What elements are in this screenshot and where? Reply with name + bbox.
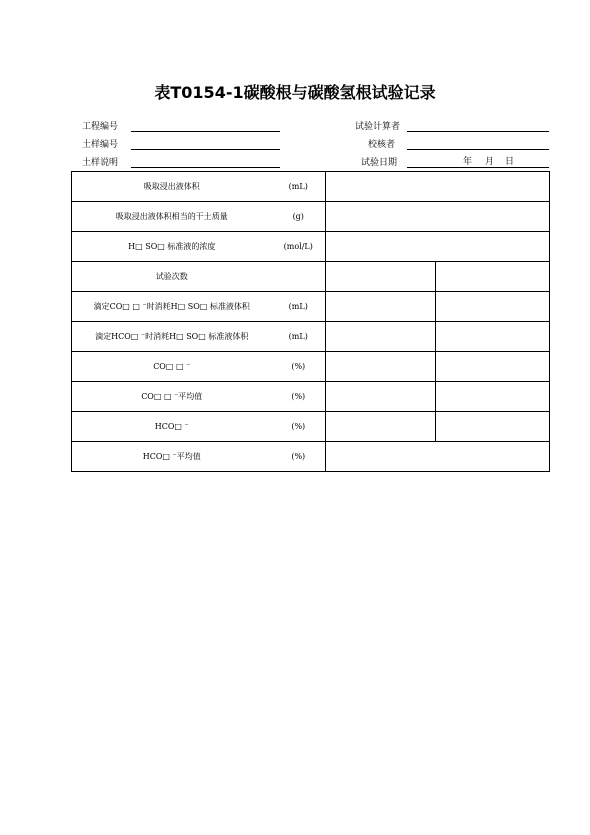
trial-2-cell[interactable]: [436, 262, 550, 292]
row-label: 吸取浸出液体积相当的干土质量: [72, 202, 272, 232]
row-label: H□ SO□ 标准液的浓度: [72, 232, 272, 262]
calculator-label: 试验计算者: [355, 122, 401, 132]
checker-field[interactable]: [407, 149, 549, 150]
row-unit: (mol/L): [272, 232, 326, 262]
table-row: [72, 382, 550, 412]
trial-1-cell[interactable]: [326, 292, 436, 322]
calculator-field[interactable]: [407, 131, 549, 132]
row-label: HCO□ ⁻平均值: [72, 442, 272, 472]
trial-1-cell[interactable]: [326, 352, 436, 382]
date-day: 日: [505, 157, 515, 167]
row-unit: (g): [272, 202, 326, 232]
test-date-label: 试验日期: [361, 158, 398, 168]
row-unit: (%): [272, 412, 326, 442]
value-cell[interactable]: [326, 172, 550, 202]
trial-1-cell[interactable]: [326, 382, 436, 412]
soil-desc-label: 土样说明: [82, 158, 119, 168]
row-label: HCO□ ⁻: [72, 412, 272, 442]
table-row: [72, 352, 550, 382]
trial-2-cell[interactable]: [436, 292, 550, 322]
project-no-label: 工程编号: [82, 122, 119, 132]
row-unit: (mL): [272, 172, 326, 202]
trial-1-cell[interactable]: [326, 412, 436, 442]
table-row: [72, 442, 550, 472]
trial-2-cell[interactable]: [436, 412, 550, 442]
soil-sample-no-label: 土样编号: [82, 140, 119, 150]
trial-2-cell[interactable]: [436, 322, 550, 352]
trial-2-cell[interactable]: [436, 352, 550, 382]
checker-label: 校核者: [368, 140, 396, 150]
table-row: [72, 292, 550, 322]
trial-2-cell[interactable]: [436, 382, 550, 412]
table-row: [72, 232, 550, 262]
table-row: [72, 172, 550, 202]
row-unit: (%): [272, 382, 326, 412]
row-unit: (mL): [272, 292, 326, 322]
row-unit: (mL): [272, 322, 326, 352]
project-no-field[interactable]: [131, 131, 280, 132]
soil-desc-field[interactable]: [131, 167, 280, 168]
test-date-field[interactable]: [407, 167, 549, 168]
date-month: 月: [485, 157, 495, 167]
table-row: [72, 322, 550, 352]
soil-sample-no-field[interactable]: [131, 149, 280, 150]
row-unit: [272, 262, 326, 292]
row-unit: (%): [272, 442, 326, 472]
value-cell[interactable]: [326, 202, 550, 232]
value-cell[interactable]: [326, 232, 550, 262]
row-label: CO□ □ ⁻: [72, 352, 272, 382]
table-row: [72, 412, 550, 442]
row-label: CO□ □ ⁻平均值: [72, 382, 272, 412]
record-table: [71, 171, 550, 472]
value-cell[interactable]: [326, 442, 550, 472]
row-label: 滴定HCO□ ⁻时消耗H□ SO□ 标准液体积: [72, 322, 272, 352]
table-row: [72, 262, 550, 292]
row-label: 滴定CO□ □ ⁻时消耗H□ SO□ 标准液体积: [72, 292, 272, 322]
trial-1-cell[interactable]: [326, 262, 436, 292]
trial-1-cell[interactable]: [326, 322, 436, 352]
row-label: 试验次数: [72, 262, 272, 292]
page-title: 表T0154-1碳酸根与碳酸氢根试验记录: [154, 83, 436, 102]
row-unit: (%): [272, 352, 326, 382]
row-label: 吸取浸出液体积: [72, 172, 272, 202]
date-year: 年: [463, 157, 473, 167]
table-row: [72, 202, 550, 232]
